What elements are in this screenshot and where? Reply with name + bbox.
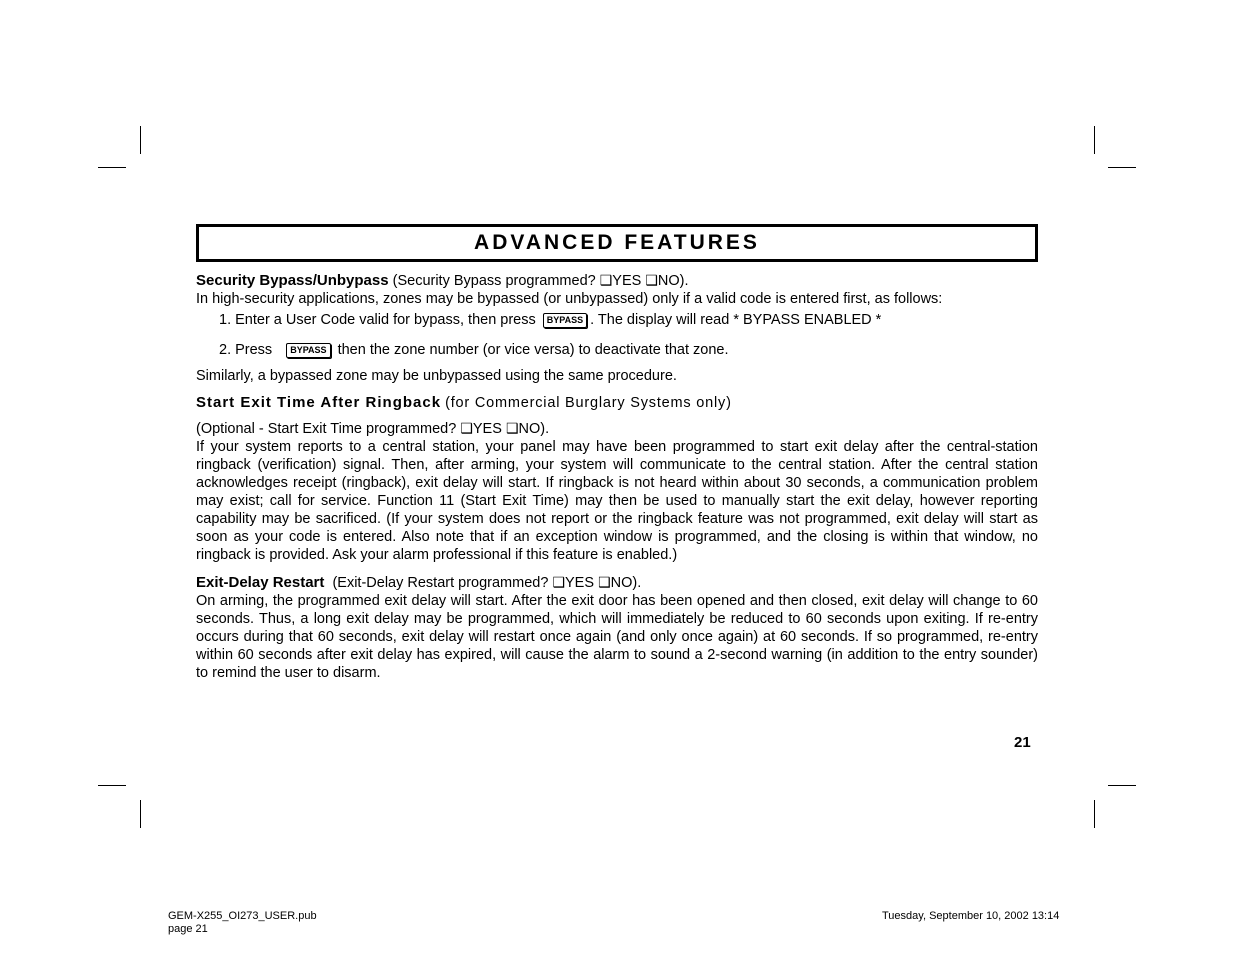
bypass-heading-line: [196, 271, 1038, 290]
checkbox-icon: ❑: [645, 272, 658, 288]
bypass-key-icon: BYPASS: [286, 343, 330, 358]
bypass-step-2: [196, 341, 1038, 359]
bypass-key-icon: BYPASS: [543, 313, 587, 328]
crop-mark: [1094, 800, 1095, 828]
restart-no: NO).: [610, 575, 642, 591]
restart-yes: YES: [565, 575, 599, 591]
exit-time-qualifier: (for Commercial Burglary Systems only): [445, 395, 732, 411]
exit-time-no: NO).: [518, 421, 550, 437]
step2-text: 2. Press: [219, 342, 273, 358]
step1-post: . The display will read * BYPASS ENABLED *: [590, 312, 882, 328]
restart-heading-line: [196, 573, 1038, 592]
step1-text: 1. Enter a User Code valid for bypass, then press: [219, 312, 536, 328]
restart-programmed-pre: (Exit-Delay Restart programmed?: [332, 575, 553, 591]
page-number: 21: [1014, 734, 1031, 751]
step2-post: then the zone number (or vice versa) to deactivate that zone.: [337, 342, 729, 358]
restart-body: On arming, the programmed exit delay will start. After the exit door has been opened and then closed, exit delay will change to 60 seconds. Thus, a long exit delay may be programmed, which will immediately be reduced to 60 seconds upon exiting. If re-entry occurs during that 60 seconds, exit delay will restart once again (and only once again) at 60 seconds. If so programmed, re-entry within 60 seconds after exit delay has expired, will cause the alarm to sound a 2-second warning (in addition to the entry sounder) to remind the user to disarm.: [196, 593, 1038, 681]
exit-time-optional-pre: (Optional - Start Exit Time programmed?: [196, 421, 461, 437]
page-content: [196, 224, 1038, 682]
checkbox-icon: ❑: [599, 272, 613, 288]
bypass-similarly: Similarly, a bypassed zone may be unbypassed using the same procedure.: [196, 368, 677, 384]
checkbox-icon: ❑: [505, 420, 519, 436]
exit-time-heading-line: [196, 394, 1038, 412]
crop-mark: [1094, 126, 1095, 154]
page-title: ADVANCED FEATURES: [474, 231, 760, 254]
checkbox-icon: ❑: [598, 574, 611, 590]
crop-mark: [1108, 785, 1136, 786]
checkbox-icon: ❑: [552, 574, 566, 590]
bypass-yes: YES: [612, 273, 646, 289]
bypass-intro: In high-security applications, zones may be bypassed (or unbypassed) only if a valid code is entered first, as follows:: [196, 291, 943, 307]
crop-mark: [140, 800, 141, 828]
bypass-step-1: [196, 311, 1038, 329]
exit-time-heading: Start Exit Time After Ringback: [196, 394, 442, 411]
exit-time-body: If your system reports to a central station, your panel may have been programmed to start exit delay after the central-station ringback (verification) signal. Then, after arming, your system will communicate to the central station. After the central station acknowledges receipt (ringback), exit delay will start. If ringback is not heard within about 30 seconds, a communication problem may exist; call for service. Function 11 (Start Exit Time) may then be used to manually start the exit delay, however reporting capability may be sacrificed. (If your system does not report or the ringback feature was not programmed, exit delay will start as soon as your code is entered. Also note that if an exception window is programmed, and the closing is within that window, no ringback is provided. Ask your alarm professional if this feature is enabled.): [196, 439, 1038, 563]
bypass-programmed-pre: (Security Bypass programmed?: [392, 273, 600, 289]
restart-heading: Exit-Delay Restart: [196, 574, 325, 591]
crop-mark: [1108, 167, 1136, 168]
page-title-box: [196, 224, 1038, 262]
footer-file: GEM-X255_OI273_USER.pub: [168, 910, 317, 922]
exit-time-optional: [196, 419, 1038, 438]
bypass-no: NO).: [657, 273, 689, 289]
checkbox-icon: ❑: [460, 420, 473, 436]
bypass-heading: Security Bypass/Unbypass: [196, 272, 389, 289]
footer-left: [168, 910, 317, 936]
crop-mark: [140, 126, 141, 154]
crop-mark: [98, 785, 126, 786]
footer-date: Tuesday, September 10, 2002 13:14: [882, 910, 1060, 922]
crop-mark: [98, 167, 126, 168]
exit-time-yes: YES: [472, 421, 506, 437]
footer-page: page 21: [168, 923, 208, 935]
